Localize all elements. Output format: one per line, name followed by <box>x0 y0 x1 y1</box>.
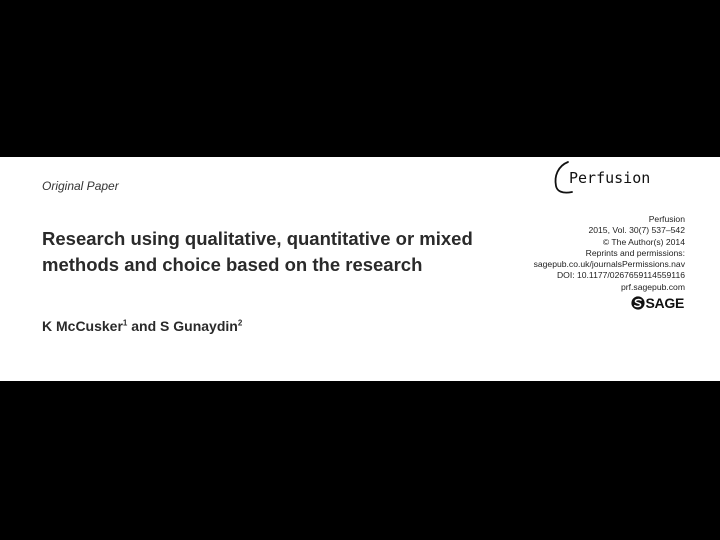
publisher-logo-text: SAGE <box>645 295 684 311</box>
permissions-label: Reprints and permissions: <box>585 247 685 258</box>
article-title-line: Research using qualitative, quantitative or mixed <box>42 228 473 249</box>
section-label: Original Paper <box>42 179 119 193</box>
journal-website[interactable]: prf.sagepub.com <box>620 281 685 292</box>
author-list <box>42 318 242 334</box>
author-affiliation-mark: 2 <box>237 318 243 328</box>
journal-logo <box>552 160 662 196</box>
doi-line[interactable]: DOI: 10.1177/0267659114559116 <box>556 270 685 281</box>
copyright-line: © The Author(s) 2014 <box>602 236 685 247</box>
article-title <box>42 226 532 278</box>
author-affiliation-mark: 1 <box>122 318 128 328</box>
journal-metadata <box>465 214 685 293</box>
author-joiner: and <box>131 318 157 334</box>
publisher-logo <box>631 295 684 311</box>
article-title-line: methods and choice based on the research <box>42 254 423 275</box>
author-name: S Gunaydin <box>160 318 238 334</box>
paper-header <box>0 157 720 381</box>
journal-volume: 2015, Vol. 30(7) 537–542 <box>588 225 685 236</box>
sage-logo-icon <box>631 296 645 310</box>
journal-name: Perfusion <box>648 214 685 224</box>
journal-logo-text: Perfusion <box>569 169 651 187</box>
author-name: K McCusker <box>42 318 123 334</box>
permissions-link[interactable]: sagepub.co.uk/journalsPermissions.nav <box>533 259 685 270</box>
